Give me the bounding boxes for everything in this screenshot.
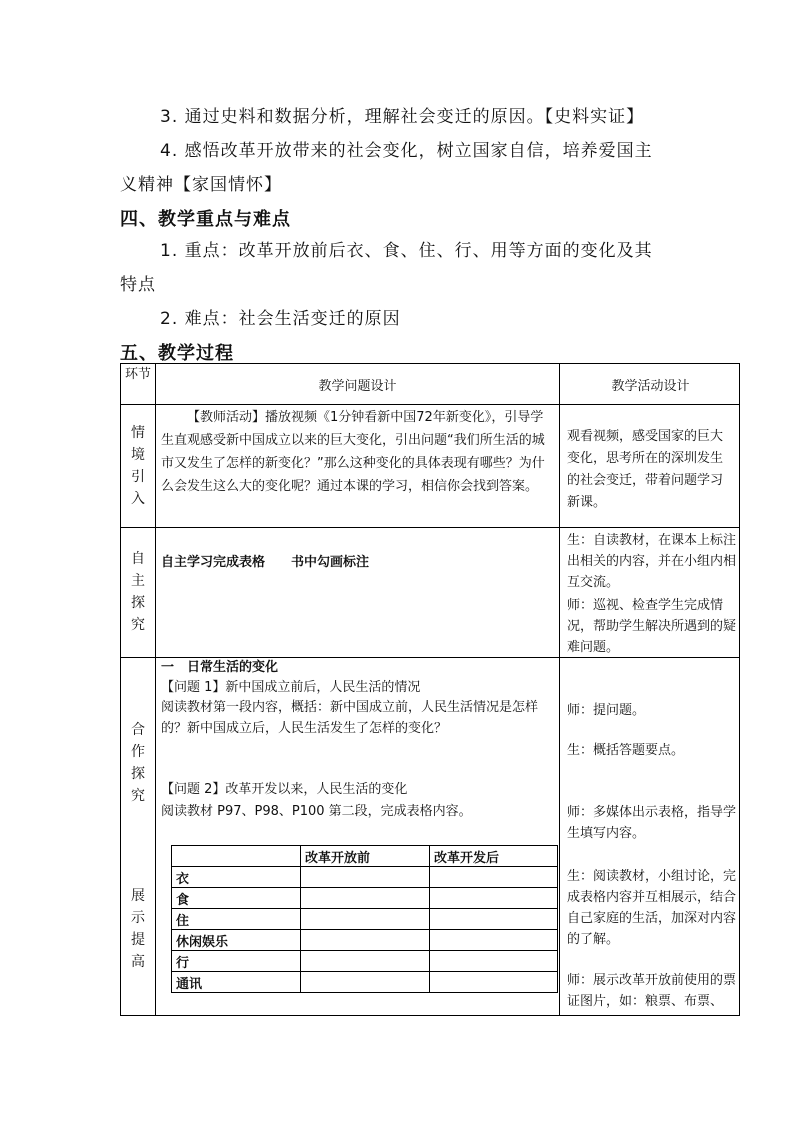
q2-title: 【问题 2】改革开发以来，人民生活的变化 [161,782,408,797]
q1-text: 阅读教材第一段内容，概括：新中国成立前，人民生活情况是怎样的？新中国成立后，人民生活发生了怎样的变化？ [161,700,539,736]
inner-row-label: 通讯 [172,972,301,993]
row3-act2: 生：概括答题要点。 [567,743,685,758]
objective-4-line1: 4. 感悟改革开放带来的社会变化，树立国家自信，培养爱国主 [160,141,653,161]
row2-activity-teacher: 师：巡视、检查学生完成情况，帮助学生解决所遇到的疑难问题。 [567,598,737,655]
stage-cooperative-inquiry: 合作探究 [131,722,145,804]
row3-act5: 师：展示改革开放前使用的票证图片，如：粮票、布票、 [567,973,737,1009]
section4-heading: 四、教学重点与难点 [120,209,291,230]
inner-header-after: 改革开发后 [430,846,558,867]
header-stage: 环节 [124,367,151,382]
header-activity: 教学活动设计 [611,379,690,394]
objective-4-line2: 义精神【家国情怀】 [120,175,282,195]
inner-row-label: 衣 [172,867,301,888]
teaching-process-table [120,363,740,1016]
inner-row-label: 行 [172,951,301,972]
stage-situation-intro: 情境引入 [131,425,145,507]
row3-act4: 生：阅读教材，小组讨论，完成表格内容并互相展示，结合自己家庭的生活，加深对内容的了解。 [567,869,737,947]
row2-design: 自主学习完成表格 书中勾画标注 [161,555,370,570]
difficulty-point: 2. 难点：社会生活变迁的原因 [160,309,401,329]
row3-act1: 师：提问题。 [567,703,646,718]
stage-display-improve: 展示提高 [131,888,145,970]
row1-activity: 观看视频，感受国家的巨大变化，思考所在的深圳发生的社会变迁，带着问题学习新课。 [567,429,724,510]
objective-3: 3. 通过史料和数据分析，理解社会变迁的原因。【史料实证】 [160,107,645,127]
header-design: 教学问题设计 [318,379,397,394]
comparison-table [171,845,558,993]
inner-row-label: 住 [172,909,301,930]
stage-self-study: 自主探究 [131,551,145,633]
q1-title: 【问题 1】新中国成立前后，人民生活的情况 [161,680,421,695]
inner-row-label: 食 [172,888,301,909]
inner-row-label: 休闲娱乐 [172,930,301,951]
row2-activity-student: 生：自读教材，在课本上标注出相关的内容，并在小组内相互交流。 [567,533,737,590]
key-point-line1: 1. 重点：改革开放前后衣、食、住、行、用等方面的变化及其 [160,241,653,261]
q2-text: 阅读教材 P97、P98、P100 第二段，完成表格内容。 [161,804,472,819]
row1-design: 【教师活动】播放视频《1分钟看新中国72年新变化》，引导学生直观感受新中国成立以来的巨大变化，引出问题“我们所生活的城市又发生了怎样的新变化？”那么这种变化的具体表现有哪些？为什么会发生这么大的变化呢？通过本课的学习，相信你会找到答案。 [161,410,545,494]
key-point-line2: 特点 [120,275,156,295]
inner-header-before: 改革开放前 [301,846,430,867]
row3-act3: 师：多媒体出示表格，指导学生填写内容。 [567,805,737,841]
inner-header-empty [172,846,301,867]
section5-heading: 五、教学过程 [120,343,234,364]
row3-subtitle: 一 日常生活的变化 [161,660,279,675]
